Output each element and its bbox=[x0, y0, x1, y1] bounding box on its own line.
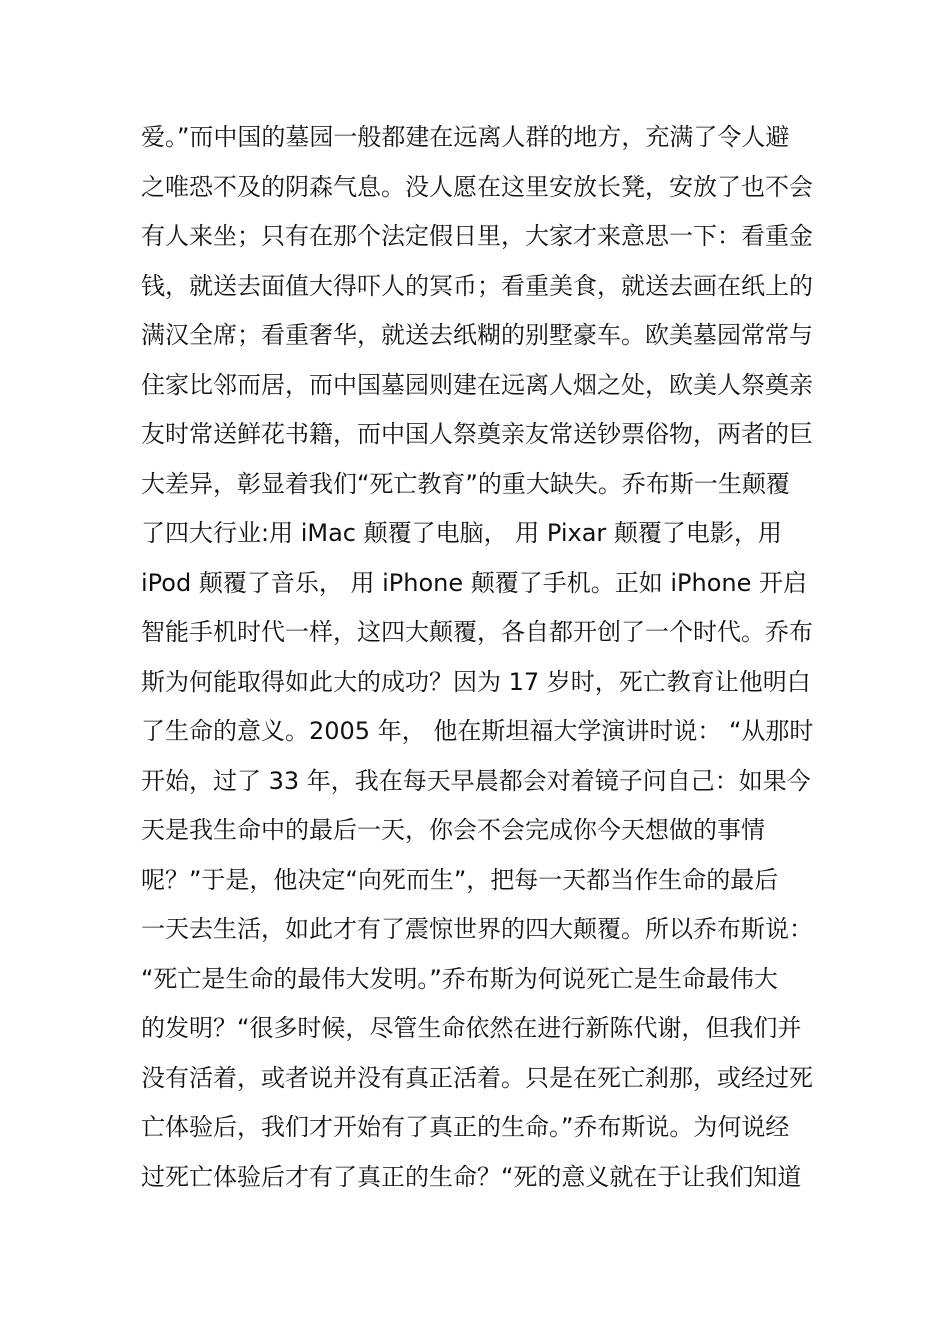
text-line: 开始，过了 33 年，我在每天早晨都会对着镜子问自己：如果今 bbox=[141, 766, 811, 795]
text-line: 斯为何能取得如此大的成功？因为 17 岁时，死亡教育让他明白 bbox=[141, 667, 811, 696]
text-line: 过死亡体验后才有了真正的生命？“死的意义就在于让我们知道 bbox=[141, 1162, 802, 1191]
text-line: 的发明？“很多时候，尽管生命依然在进行新陈代谢，但我们并 bbox=[141, 1014, 802, 1042]
text-line: 友时常送鲜花书籍，而中国人祭奠亲友常送钞票俗物，两者的巨 bbox=[141, 420, 813, 448]
text-line: 之唯恐不及的阴森气息。没人愿在这里安放长凳，安放了也不会 bbox=[141, 172, 813, 201]
text-line: 有人来坐；只有在那个法定假日里，大家才来意思一下：看重金 bbox=[141, 222, 813, 250]
text-line: 住家比邻而居，而中国墓园则建在远离人烟之处，欧美人祭奠亲 bbox=[141, 370, 813, 399]
text-line: 亡体验后，我们才开始有了真正的生命。”乔布斯说。为何说经 bbox=[141, 1113, 790, 1141]
text-line: 爱。”而中国的墓园一般都建在远离人群的地方，充满了令人避 bbox=[141, 123, 790, 151]
text-line: 智能手机时代一样，这四大颠覆，各自都开创了一个时代。乔布 bbox=[141, 618, 813, 646]
text-line: 没有活着，或者说并没有真正活着。只是在死亡刹那，或经过死 bbox=[141, 1063, 813, 1092]
text-line: 了四大行业:用 iMac 颠覆了电脑， 用 Pixar 颠覆了电影，用 bbox=[141, 519, 782, 547]
text-line: 了生命的意义。2005 年， 他在斯坦福大学演讲时说： “从那时 bbox=[141, 717, 814, 745]
text-line: “死亡是生命的最伟大发明。”乔布斯为何说死亡是生命最伟大 bbox=[141, 964, 778, 993]
body-text bbox=[141, 113, 821, 1202]
text-line: 天是我生命中的最后一天，你会不会完成你今天想做的事情 bbox=[141, 816, 765, 844]
text-line: 呢？”于是，他决定“向死而生”，把每一天都当作生命的最后 bbox=[141, 865, 779, 894]
text-line: 满汉全席；看重奢华，就送去纸糊的别墅豪车。欧美墓园常常与 bbox=[141, 321, 813, 349]
text-line: 一天去生活，如此才有了震惊世界的四大颠覆。所以乔布斯说： bbox=[141, 915, 813, 943]
text-line: iPod 颠覆了音乐， 用 iPhone 颠覆了手机。正如 iPhone 开启 bbox=[141, 568, 807, 597]
text-line: 大差异，彰显着我们“死亡教育”的重大缺失。乔布斯一生颠覆 bbox=[141, 469, 790, 498]
text-line: 钱，就送去面值大得吓人的冥币；看重美食，就送去画在纸上的 bbox=[141, 271, 813, 300]
